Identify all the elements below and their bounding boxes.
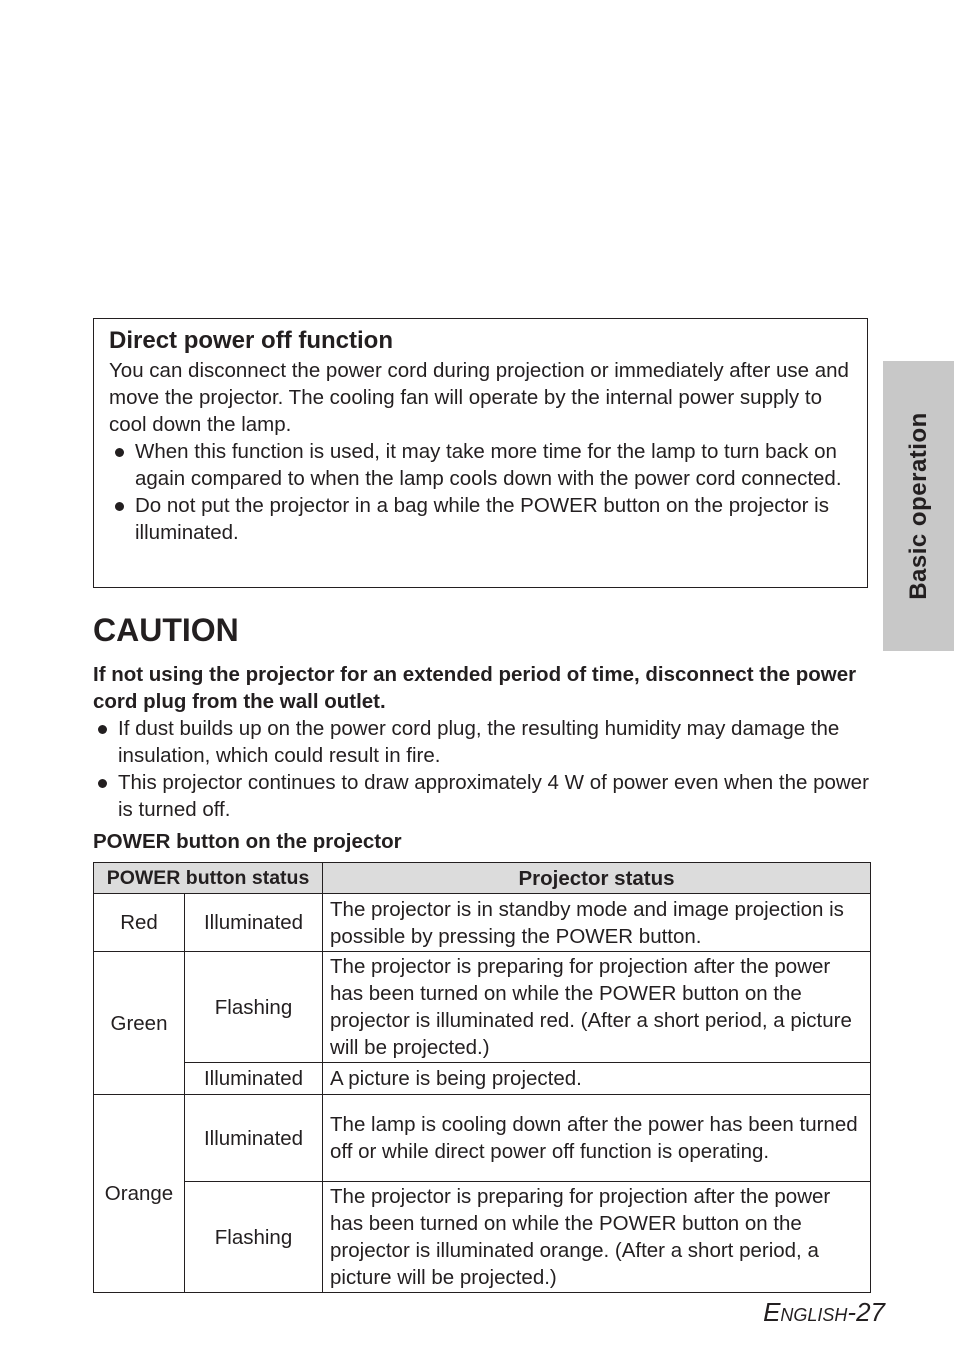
note-bullet-text: When this function is used, it may take more time for the lamp to turn back on again compared to when the lamp cools down with the power cord connected. <box>135 440 842 490</box>
note-body: You can disconnect the power cord during projection or immediately after use and move the projector. The cooling fan will operate by the internal power supply to cool down the lamp. <box>109 359 849 436</box>
caution-bullet <box>93 715 873 769</box>
bullet-icon <box>98 725 107 734</box>
direct-power-off-note <box>93 318 868 588</box>
caution-title: CAUTION <box>93 612 239 648</box>
note-bullet-text: Do not put the projector in a bag while the POWER button on the projector is illuminated. <box>135 494 829 544</box>
section-tab <box>883 361 954 651</box>
led-state-cell: Illuminated <box>185 1095 323 1182</box>
projector-status-cell: The projector is in standby mode and image projection is possible by pressing the POWER button. <box>323 894 871 952</box>
projector-status-cell: The lamp is cooling down after the power has been turned off or while direct power off function is operating. <box>323 1095 871 1182</box>
projector-status-cell: The projector is preparing for projection after the power has been turned on while the POWER button on the projector is illuminated orange. (After a short period, a picture will be projected.) <box>323 1182 871 1293</box>
bullet-icon <box>115 502 124 511</box>
note-title: Direct power off function <box>109 327 393 354</box>
note-bullet <box>109 438 853 492</box>
page-number <box>763 1297 885 1327</box>
caution-bullet-text: This projector continues to draw approximately 4 W of power even when the power is turned off. <box>118 771 869 821</box>
table-row <box>94 1182 871 1293</box>
header-projector-status: Projector status <box>323 863 871 894</box>
led-state-cell: Flashing <box>185 952 323 1063</box>
header-button-status: POWER button status <box>94 863 323 894</box>
table-heading: POWER button on the projector <box>93 830 402 853</box>
projector-status-cell: The projector is preparing for projection after the power has been turned on while the POWER button on the projector is illuminated red. (After a short period, a picture will be projected.) <box>323 952 871 1063</box>
led-state-cell: Flashing <box>185 1182 323 1293</box>
section-tab-label: Basic operation <box>904 412 932 600</box>
led-color-cell: Orange <box>94 1095 185 1293</box>
projector-status-cell: A picture is being projected. <box>323 1063 871 1095</box>
footer-language: English <box>763 1297 848 1327</box>
table-row <box>94 952 871 1063</box>
bullet-icon <box>115 448 124 457</box>
footer-page-number: -27 <box>847 1297 885 1327</box>
note-bullet-list <box>109 438 853 546</box>
table-header-row <box>94 863 871 894</box>
caution-section <box>93 610 873 823</box>
led-color-cell: Green <box>94 952 185 1095</box>
caution-bullet-text: If dust builds up on the power cord plug, the resulting humidity may damage the insulation, which could result in fire. <box>118 717 840 767</box>
bullet-icon <box>98 779 107 788</box>
caution-lead: If not using the projector for an extended period of time, disconnect the power cord plug from the wall outlet. <box>93 663 857 713</box>
led-state-cell: Illuminated <box>185 1063 323 1095</box>
caution-bullet-list <box>93 715 873 823</box>
table-row <box>94 1095 871 1182</box>
note-bullet <box>109 492 853 546</box>
caution-bullet <box>93 769 873 823</box>
table-row <box>94 1063 871 1095</box>
led-state-cell: Illuminated <box>185 894 323 952</box>
led-color-cell: Red <box>94 894 185 952</box>
table-row <box>94 894 871 952</box>
power-status-table <box>93 862 871 1293</box>
